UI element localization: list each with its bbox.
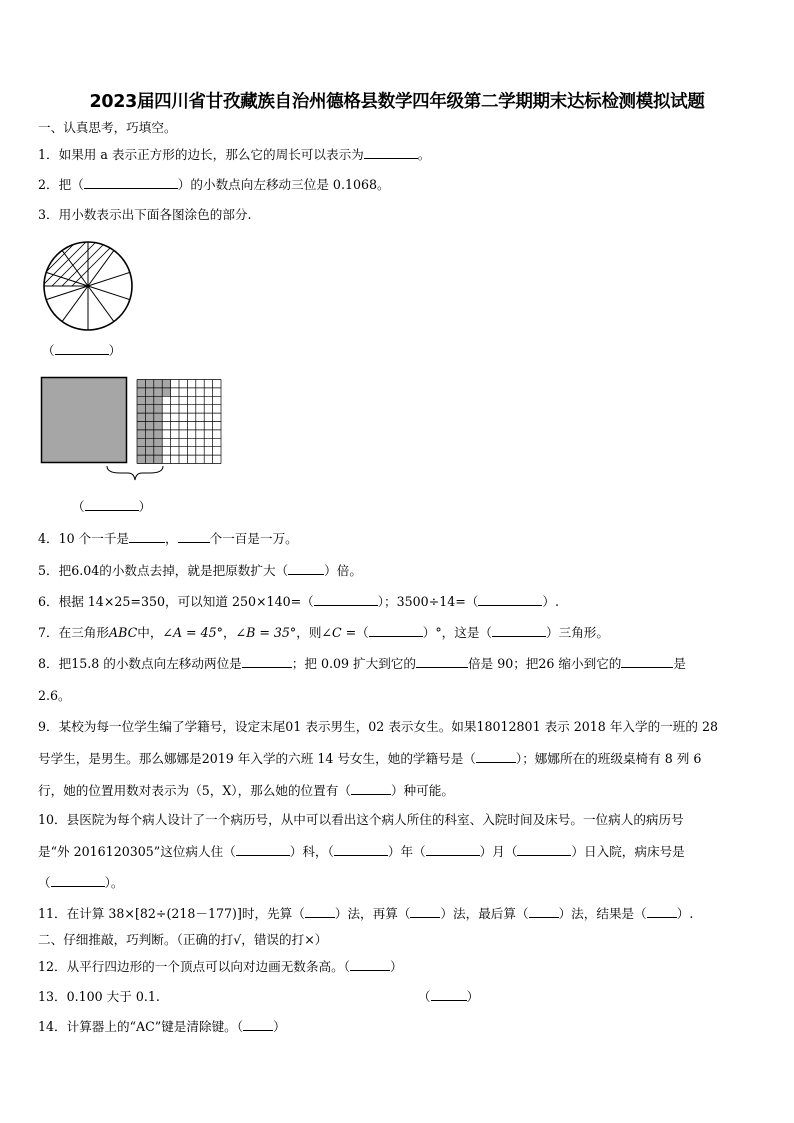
q11-blank-1[interactable]: [305, 905, 335, 918]
q5-text-b: ）倍。: [324, 563, 362, 578]
q11-blank-2[interactable]: [410, 905, 440, 918]
q9-line-3: [38, 782, 454, 799]
q12-text-b: ）: [389, 959, 403, 974]
q13-blank[interactable]: [431, 988, 467, 1001]
page-title: 2023届四川省甘孜藏族自治州德格县数学四年级第二学期期末达标检测模拟试题: [89, 92, 705, 112]
q2-text-a: 2．把（: [38, 177, 84, 192]
q10-blank-1[interactable]: [236, 843, 290, 856]
q7-blank-1[interactable]: [369, 624, 423, 637]
q4-text-a: 4．10 个一千是: [38, 531, 130, 546]
question-4: [38, 530, 298, 547]
q9-blank-2[interactable]: [351, 782, 391, 795]
q5-blank[interactable]: [288, 562, 324, 575]
question-1: [38, 146, 430, 163]
q3-paren-open-2: （: [72, 499, 85, 514]
q8-text-b: ；把 0.09 扩大到它的: [291, 656, 416, 671]
q3-circle-answer: [42, 342, 121, 359]
q8-text-c: 倍是 90；把26 缩小到它的: [468, 656, 622, 671]
q10-blank-4[interactable]: [517, 843, 571, 856]
q9-line-2: [38, 750, 701, 767]
question-6: [38, 593, 559, 610]
question-2: [38, 176, 390, 193]
question-14: [38, 1018, 286, 1035]
q9-text-b: ）；娜娜所在的班级桌椅有 8 列 6: [515, 751, 702, 766]
q10-text-a: 是“外 2016120305”这位病人住（: [38, 844, 236, 859]
q11-text-d: ）法，结果是（: [558, 906, 647, 921]
q3-squares-blank[interactable]: [85, 498, 139, 511]
q7-text-e: （: [356, 625, 369, 640]
q6-text-b: ）；3500÷14=（: [377, 594, 479, 609]
shaded-squares-figure: [40, 376, 225, 482]
q3-paren-close-2: ）: [138, 499, 152, 514]
brace: [107, 466, 163, 480]
q5-text-a: 5．把6.04的小数点去掉，就是把原数扩大（: [38, 563, 289, 578]
q7-blank-2[interactable]: [492, 624, 546, 637]
q10-text-g: ）。: [104, 875, 124, 890]
q12-blank[interactable]: [350, 958, 390, 971]
q13-paren-open: （: [417, 989, 431, 1004]
shaded-circle-figure: [40, 238, 136, 334]
q9-text-d: ）种可能。: [390, 783, 454, 798]
q14-text-b: ）: [273, 1019, 286, 1034]
q11-text-b: ）法，再算（: [334, 906, 411, 921]
question-12: [38, 958, 403, 975]
q11-text-e: ）.: [676, 906, 694, 921]
q8-blank-3[interactable]: [621, 655, 673, 668]
q10-line-2: [38, 843, 685, 860]
q10-text-e: ）日入院，病床号是: [571, 844, 685, 859]
question-8: [38, 655, 686, 672]
q13-text-a: 13．0.100 大于 0.1.: [38, 989, 160, 1004]
q13-paren-close: ）: [466, 989, 480, 1004]
q8-blank-1[interactable]: [242, 655, 292, 668]
q4-text-b: ，: [165, 531, 178, 546]
q4-blank-2[interactable]: [178, 530, 210, 543]
q12-text-a: 12．从平行四边形的一个顶点可以向对边画无数条高。（: [38, 959, 350, 974]
q10-blank-2[interactable]: [334, 843, 388, 856]
q10-line-3: [38, 874, 123, 891]
q8-text-a: 8．把15.8 的小数点向左移动两位是: [38, 656, 242, 671]
section-2-heading: 二、仔细推敲，巧判断。（正确的打√，错误的打×）: [38, 932, 328, 947]
q10-text-d: ）月（: [479, 844, 518, 859]
q7-angle-c: ∠C =: [321, 625, 357, 640]
q14-blank[interactable]: [243, 1018, 273, 1031]
q4-text-c: 个一百是一万。: [209, 531, 298, 546]
q11-text-c: ）法，最后算（: [440, 906, 529, 921]
q10-text-b: ）科，（: [289, 844, 334, 859]
q7-triangle-name: ABC: [108, 625, 138, 640]
q6-text-c: ）.: [542, 594, 560, 609]
q10-blank-5[interactable]: [51, 874, 105, 887]
q14-text-a: 14．计算器上的“AC”键是清除键。（: [38, 1019, 244, 1034]
q11-blank-3[interactable]: [529, 905, 559, 918]
question-3: 3．用小数表示出下面各图涂色的部分.: [38, 207, 252, 222]
q6-blank-2[interactable]: [478, 593, 542, 606]
q9-text-c: 行，她的位置用数对表示为（5，X），那么她的位置有（: [38, 783, 351, 798]
question-11: [38, 905, 693, 922]
q8-line-2: 2.6。: [38, 688, 71, 703]
q10-text-f: （: [38, 875, 51, 890]
q3-circle-blank[interactable]: [55, 342, 109, 355]
q1-blank[interactable]: [364, 146, 418, 159]
q1-text: 1．如果用 a 表示正方形的边长，那么它的周长可以表示为: [38, 147, 364, 162]
full-shaded-square: [42, 378, 127, 463]
q7-text-c: ，: [222, 625, 236, 640]
q10-text-c: ）年（: [387, 844, 426, 859]
q10-line-1: 10．县医院为每个病人设计了一个病历号，从中可以看出这个病人所住的科室、入院时间及床号。一位病人的病历号: [38, 812, 684, 827]
q7-text-d: ，则: [296, 625, 322, 640]
q3-paren-close: ）: [108, 343, 122, 358]
question-13: [38, 988, 479, 1005]
q7-angle-a: ∠A = 45°: [162, 625, 223, 640]
q10-blank-3[interactable]: [426, 843, 480, 856]
hundredths-grid: [137, 380, 221, 464]
q2-blank[interactable]: [84, 176, 178, 189]
q2-text-b: ）的小数点向左移动三位是 0.1068。: [177, 177, 390, 192]
q11-blank-4[interactable]: [647, 905, 677, 918]
q3-paren-open: （: [42, 343, 55, 358]
q3-squares-answer: [72, 498, 151, 515]
q7-text-a: 7．在三角形: [38, 625, 109, 640]
q6-text-a: 6．根据 14×25=350，可以知道 250×140=（: [38, 594, 314, 609]
q4-blank-1[interactable]: [129, 530, 165, 543]
q6-blank-1[interactable]: [314, 593, 378, 606]
question-7: [38, 624, 609, 641]
q8-text-d: 是: [673, 656, 686, 671]
q8-blank-2[interactable]: [416, 655, 468, 668]
q1-end: 。: [417, 147, 431, 162]
q9-blank-1[interactable]: [476, 750, 516, 763]
section-1-heading: 一、认真思考，巧填空。: [38, 120, 177, 135]
q9-text-a: 号学生，是男生。那么娜娜是2019 年入学的六班 14 号女生，她的学籍号是（: [38, 751, 476, 766]
q7-text-f: ）°，这是（: [422, 625, 493, 640]
question-5: [38, 562, 362, 579]
q7-angle-b: ∠B = 35°: [235, 625, 297, 640]
q7-text-b: 中，: [137, 625, 163, 640]
q11-text-a: 11．在计算 38×[82÷(218－177)]时，先算（: [38, 906, 305, 921]
q9-line-1: 9．某校为每一位学生编了学籍号，设定末尾01 表示男生，02 表示女生。如果18012801 表示 2018 年入学的一班的 28: [38, 719, 719, 734]
q7-text-g: ）三角形。: [546, 625, 609, 640]
